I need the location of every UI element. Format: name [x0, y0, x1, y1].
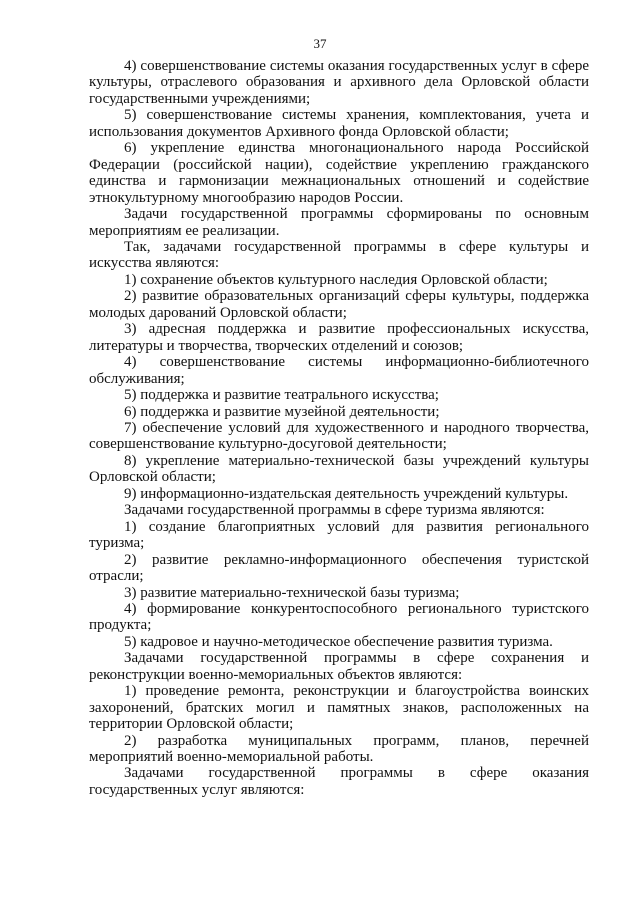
paragraph: 1) проведение ремонта, реконструкции и благоустройства воинских захоронений, братских могил и памятных знаков, расположенных на территории Орловской области; [89, 683, 589, 733]
paragraph: 4) формирование конкурентоспособного регионального туристского продукта; [89, 600, 589, 634]
paragraph: 5) совершенствование системы хранения, комплектования, учета и использования документов Архивного фонда Орловской области; [89, 107, 589, 140]
paragraph: 1) создание благоприятных условий для развития регионального туризма; [89, 518, 589, 552]
paragraph: 3) адресная поддержка и развитие профессиональных искусства, литературы и творчества, творческих отделений и союзов; [89, 321, 589, 354]
paragraph: 2) развитие образовательных организаций сферы культуры, поддержка молодых дарований Орловской области; [89, 288, 589, 321]
document-body [89, 58, 589, 798]
paragraph: 6) укрепление единства многонационального народа Российской Федерации (российской нации), содействие укреплению гражданского единства и гармонизации межнациональных отношений и содействие этнокультурному многообразию народов России. [89, 140, 589, 206]
paragraph: 2) разработка муниципальных программ, планов, перечней мероприятий военно-мемориальной работы. [89, 732, 589, 766]
paragraph: 1) сохранение объектов культурного наследия Орловской области; [124, 271, 548, 288]
paragraph: 5) поддержка и развитие театрального искусства; [124, 387, 439, 404]
paragraph: 5) кадровое и научно-методическое обеспечение развития туризма. [124, 633, 553, 650]
paragraph: Задачами государственной программы в сфере сохранения и реконструкции военно-мемориальных объектов являются: [89, 650, 589, 683]
paragraph: 4) совершенствование системы оказания государственных услуг в сфере культуры, отраслевого образования и архивного дела Орловской области государственными учреждениями; [89, 58, 589, 107]
paragraph: Задачи государственной программы сформированы по основным мероприятиям ее реализации. [89, 206, 589, 239]
paragraph: 2) развитие рекламно-информационного обеспечения туристской отрасли; [89, 551, 589, 585]
paragraph: 6) поддержка и развитие музейной деятельности; [124, 403, 440, 420]
paragraph: Задачами государственной программы в сфере оказания государственных услуг являются: [89, 765, 589, 798]
paragraph: Задачами государственной программы в сфере туризма являются: [124, 502, 545, 519]
page-number: 37 [313, 36, 327, 51]
paragraph: 3) развитие материально-технической базы туризма; [124, 584, 460, 601]
paragraph: 9) информационно-издательская деятельность учреждений культуры. [124, 485, 569, 502]
paragraph: 8) укрепление материально-технической базы учреждений культуры Орловской области; [89, 452, 589, 486]
paragraph: 4) совершенствование системы информационно-библиотечного обслуживания; [89, 354, 589, 387]
paragraph: 7) обеспечение условий для художественного и народного творчества, совершенствование культурно-досуговой деятельности; [89, 419, 589, 453]
paragraph: Так, задачами государственной программы в сфере культуры и искусства являются: [89, 238, 589, 272]
